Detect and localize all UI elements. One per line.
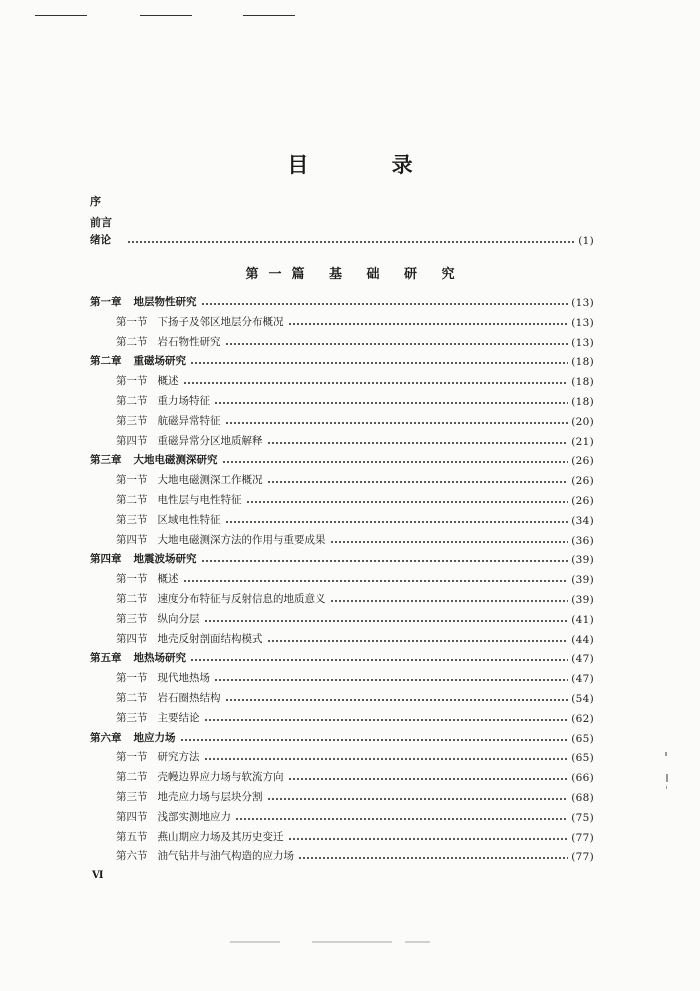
dot-leader bbox=[225, 343, 569, 345]
entry-title: 航磁异常特征 bbox=[157, 415, 221, 427]
bleed-through-mark bbox=[405, 941, 430, 943]
entry-title: 区域电性特征 bbox=[157, 514, 221, 526]
toc-entry-section[interactable] bbox=[116, 410, 594, 428]
entry-page: (26) bbox=[571, 455, 594, 467]
toc-entry-chapter[interactable] bbox=[90, 727, 594, 745]
entry-label: 第三节 bbox=[116, 415, 148, 427]
entry-label: 第二节 bbox=[116, 494, 148, 506]
toc-entry-section[interactable] bbox=[116, 667, 594, 685]
toc-entry-chapter[interactable] bbox=[90, 548, 594, 566]
entry-label: 第三章 bbox=[90, 454, 122, 466]
toc-entry-section[interactable] bbox=[116, 489, 594, 507]
toc-preface: 序 bbox=[90, 195, 101, 208]
dot-leader bbox=[288, 778, 569, 780]
entry-page: (39) bbox=[571, 574, 594, 586]
entry-label: 第三节 bbox=[116, 613, 148, 625]
dot-leader bbox=[180, 739, 569, 741]
entry-label: 第三节 bbox=[116, 791, 148, 803]
entry-title: 电性层与电性特征 bbox=[157, 494, 242, 506]
dot-leader bbox=[267, 442, 569, 444]
entry-page: (47) bbox=[571, 673, 594, 685]
entry-label: 第一章 bbox=[90, 296, 122, 308]
toc-entry-section[interactable] bbox=[116, 806, 594, 824]
toc-title: 目 录 bbox=[287, 152, 451, 177]
dot-leader bbox=[225, 699, 569, 701]
toc-entry-section[interactable] bbox=[116, 469, 594, 487]
toc-entry-intro[interactable] bbox=[90, 229, 594, 247]
dot-leader bbox=[225, 422, 569, 424]
entry-page: (68) bbox=[571, 792, 594, 804]
toc-entry-section[interactable] bbox=[116, 766, 594, 784]
dot-leader bbox=[288, 323, 569, 325]
header-rule-1 bbox=[35, 15, 87, 16]
entry-page: (62) bbox=[571, 713, 594, 725]
entry-page: (1) bbox=[578, 235, 594, 247]
bleed-through-mark bbox=[230, 941, 280, 943]
entry-page: (34) bbox=[571, 515, 594, 527]
entry-page: (39) bbox=[571, 554, 594, 566]
entry-label: 第一节 bbox=[116, 573, 148, 585]
entry-page: (20) bbox=[571, 416, 594, 428]
toc-entry-section[interactable] bbox=[116, 529, 594, 547]
dot-leader bbox=[127, 241, 575, 243]
entry-label: 第二节 bbox=[116, 692, 148, 704]
toc-entry-section[interactable] bbox=[116, 568, 594, 586]
bleed-through-mark bbox=[312, 941, 392, 943]
dot-leader bbox=[225, 521, 569, 523]
dot-leader bbox=[267, 798, 569, 800]
entry-title: 现代地热场 bbox=[157, 672, 210, 684]
scan-speck bbox=[665, 752, 667, 756]
toc-entry-chapter[interactable] bbox=[90, 449, 594, 467]
entry-page: (77) bbox=[571, 851, 594, 863]
entry-label: 第四节 bbox=[116, 534, 148, 546]
entry-page: (77) bbox=[571, 832, 594, 844]
toc-entry-section[interactable] bbox=[116, 786, 594, 804]
entry-title: 重磁异常分区地质解释 bbox=[157, 435, 263, 447]
entry-title: 地震波场研究 bbox=[133, 553, 197, 565]
dot-leader bbox=[204, 758, 569, 760]
entry-title: 重磁场研究 bbox=[133, 355, 186, 367]
toc-entry-section[interactable] bbox=[116, 608, 594, 626]
dot-leader bbox=[183, 382, 569, 384]
toc-entry-chapter[interactable] bbox=[90, 647, 594, 665]
entry-title: 岩石圈热结构 bbox=[157, 692, 221, 704]
entry-label: 第二节 bbox=[116, 593, 148, 605]
entry-title: 重力场特征 bbox=[157, 395, 210, 407]
entry-title: 岩石物性研究 bbox=[157, 336, 221, 348]
dot-leader bbox=[190, 362, 568, 364]
entry-label: 第三节 bbox=[116, 712, 148, 724]
entry-title: 地热场研究 bbox=[133, 652, 186, 664]
scan-speck bbox=[666, 786, 667, 789]
part-heading: 第一篇 基 础 研 究 bbox=[245, 267, 465, 282]
entry-title: 纵向分层 bbox=[157, 613, 200, 625]
entry-page: (18) bbox=[571, 376, 594, 388]
toc-foreword: 前言 bbox=[90, 216, 112, 229]
dot-leader bbox=[190, 659, 568, 661]
entry-label: 第二节 bbox=[116, 771, 148, 783]
dot-leader bbox=[204, 719, 569, 721]
dot-leader bbox=[222, 461, 569, 463]
dot-leader bbox=[288, 838, 569, 840]
entry-title: 研究方法 bbox=[157, 751, 200, 763]
entry-page: (13) bbox=[571, 297, 594, 309]
toc-entry-section[interactable] bbox=[116, 588, 594, 606]
dot-leader bbox=[330, 600, 569, 602]
entry-label: 第六章 bbox=[90, 732, 122, 744]
dot-leader bbox=[204, 620, 569, 622]
toc-entry-section[interactable] bbox=[116, 826, 594, 844]
entry-label: 第一节 bbox=[116, 316, 148, 328]
toc-entry-section[interactable] bbox=[116, 707, 594, 725]
entry-page: (13) bbox=[571, 317, 594, 329]
toc-entry-section[interactable] bbox=[116, 687, 594, 705]
entry-label: 绪论 bbox=[90, 234, 111, 246]
toc-entry-section[interactable] bbox=[116, 509, 594, 527]
entry-label: 第一节 bbox=[116, 751, 148, 763]
entry-title: 概述 bbox=[157, 573, 179, 585]
entry-label: 第一节 bbox=[116, 375, 148, 387]
entry-title: 地壳反射剖面结构模式 bbox=[157, 633, 263, 645]
entry-title: 壳幔边界应力场与软流方向 bbox=[157, 771, 284, 783]
entry-page: (44) bbox=[571, 634, 594, 646]
entry-title: 主要结论 bbox=[157, 712, 200, 724]
entry-page: (18) bbox=[571, 396, 594, 408]
toc-entry-section[interactable] bbox=[116, 311, 594, 329]
entry-label: 第五节 bbox=[116, 831, 148, 843]
entry-label: 第二节 bbox=[116, 395, 148, 407]
entry-page: (36) bbox=[571, 535, 594, 547]
toc-entry-section[interactable] bbox=[116, 628, 594, 646]
entry-title: 速度分布特征与反射信息的地质意义 bbox=[157, 593, 326, 605]
toc-entry-section[interactable] bbox=[116, 390, 594, 408]
dot-leader bbox=[183, 580, 569, 582]
entry-page: (66) bbox=[571, 772, 594, 784]
entry-label: 第五章 bbox=[90, 652, 122, 664]
toc-entry-section[interactable] bbox=[116, 746, 594, 764]
entry-label: 第四节 bbox=[116, 435, 148, 447]
entry-page: (65) bbox=[571, 733, 594, 745]
toc-entry-section[interactable] bbox=[116, 331, 594, 349]
entry-title: 地层物性研究 bbox=[133, 296, 197, 308]
dot-leader bbox=[298, 857, 568, 859]
entry-label: 第四节 bbox=[116, 633, 148, 645]
toc-entry-chapter[interactable] bbox=[90, 291, 594, 309]
page-number: Ⅵ bbox=[92, 870, 104, 881]
dot-leader bbox=[214, 402, 568, 404]
header-rule-3 bbox=[243, 15, 295, 16]
toc-entry-section[interactable] bbox=[116, 370, 594, 388]
entry-page: (21) bbox=[571, 436, 594, 448]
entry-title: 大地电磁测深工作概况 bbox=[157, 474, 263, 486]
entry-page: (41) bbox=[571, 614, 594, 626]
dot-leader bbox=[267, 640, 569, 642]
entry-page: (47) bbox=[571, 653, 594, 665]
entry-page: (26) bbox=[571, 475, 594, 487]
entry-label: 第一节 bbox=[116, 672, 148, 684]
entry-page: (26) bbox=[571, 495, 594, 507]
scan-speck bbox=[666, 774, 668, 782]
entry-title: 燕山期应力场及其历史变迁 bbox=[157, 831, 284, 843]
dot-leader bbox=[267, 481, 569, 483]
entry-page: (39) bbox=[571, 594, 594, 606]
entry-page: (54) bbox=[571, 693, 594, 705]
entry-title: 大地电磁测深方法的作用与重要成果 bbox=[157, 534, 326, 546]
entry-label: 第四章 bbox=[90, 553, 122, 565]
toc-entry-chapter[interactable] bbox=[90, 350, 594, 368]
entry-title: 下扬子及邻区地层分布概况 bbox=[157, 316, 284, 328]
entry-page: (13) bbox=[571, 337, 594, 349]
toc-entry-section[interactable] bbox=[116, 845, 594, 863]
entry-page: (75) bbox=[571, 812, 594, 824]
entry-label: 第二节 bbox=[116, 336, 148, 348]
entry-label: 第一节 bbox=[116, 474, 148, 486]
dot-leader bbox=[246, 501, 569, 503]
entry-title: 浅部实测地应力 bbox=[157, 811, 231, 823]
entry-title: 概述 bbox=[157, 375, 179, 387]
entry-label: 第六节 bbox=[116, 850, 148, 862]
dot-leader bbox=[201, 303, 569, 305]
dot-leader bbox=[235, 818, 568, 820]
entry-title: 地壳应力场与层块分割 bbox=[157, 791, 263, 803]
entry-title: 大地电磁测深研究 bbox=[133, 454, 218, 466]
entry-title: 油气钻井与油气构造的应力场 bbox=[157, 850, 294, 862]
header-rule-2 bbox=[140, 15, 192, 16]
entry-page: (65) bbox=[571, 752, 594, 764]
dot-leader bbox=[214, 679, 568, 681]
entry-label: 第四节 bbox=[116, 811, 148, 823]
entry-page: (18) bbox=[571, 356, 594, 368]
entry-title: 地应力场 bbox=[133, 732, 176, 744]
dot-leader bbox=[330, 541, 569, 543]
toc-entry-section[interactable] bbox=[116, 430, 594, 448]
dot-leader bbox=[201, 560, 569, 562]
entry-label: 第三节 bbox=[116, 514, 148, 526]
entry-label: 第二章 bbox=[90, 355, 122, 367]
